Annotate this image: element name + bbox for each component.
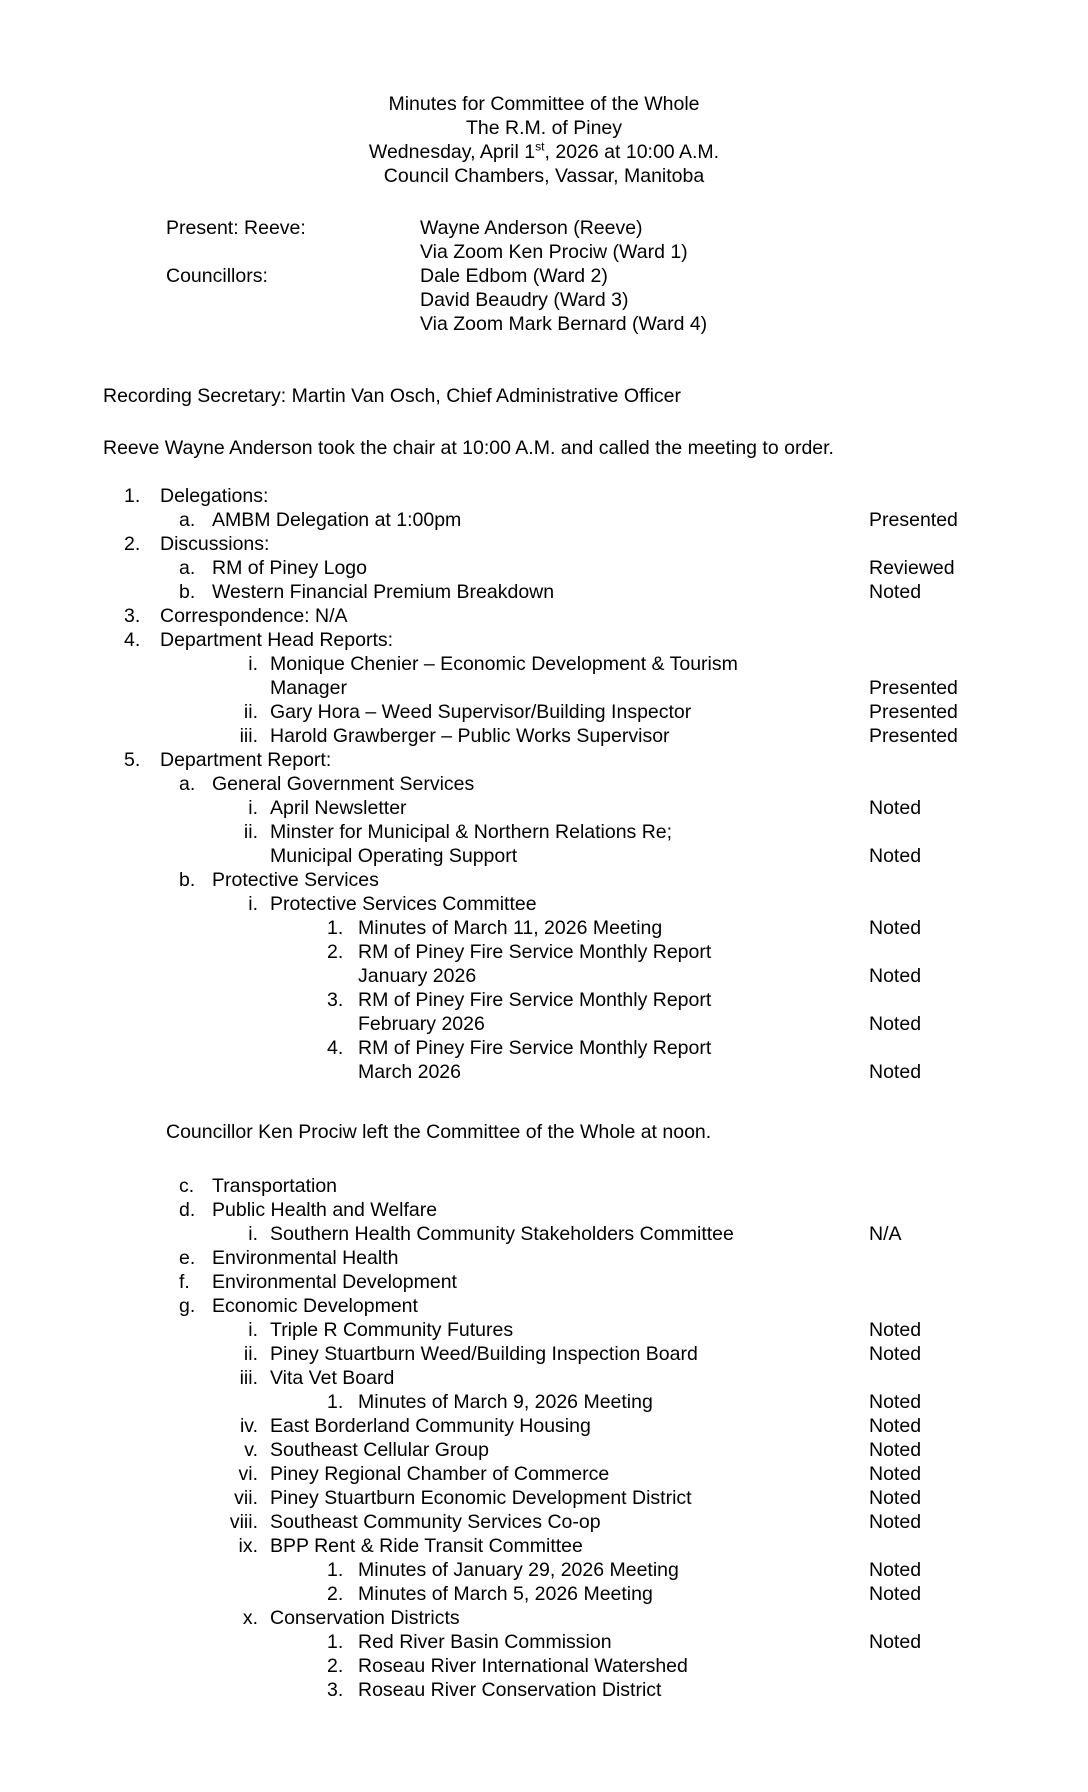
agenda-line xyxy=(0,1390,1088,1414)
list-marker: g. xyxy=(179,1295,196,1317)
header-date-suffix: , 2026 at 10:00 A.M. xyxy=(544,141,720,163)
status-label: Presented xyxy=(869,725,958,747)
agenda-item-text: Protective Services xyxy=(212,869,379,891)
agenda-item-text: RM of Piney Fire Service Monthly Report xyxy=(358,989,712,1011)
list-marker: 2. xyxy=(124,533,141,555)
status-label: Noted xyxy=(869,797,922,819)
agenda-line xyxy=(0,1294,1088,1318)
status-label: Noted xyxy=(869,1319,922,1341)
agenda-item-text: February 2026 xyxy=(358,1013,485,1035)
agenda-line xyxy=(0,556,1088,580)
list-marker: a. xyxy=(179,557,196,579)
list-marker: v. xyxy=(244,1439,258,1461)
list-marker: 1. xyxy=(327,1391,344,1413)
list-marker: 3. xyxy=(327,1679,344,1701)
list-marker: a. xyxy=(179,773,196,795)
attendance-member-name: Via Zoom Mark Bernard (Ward 4) xyxy=(420,313,708,335)
agenda-line xyxy=(0,1462,1088,1486)
header-date-prefix: Wednesday, April 1 xyxy=(368,141,536,163)
attendance-member-name: Via Zoom Ken Prociw (Ward 1) xyxy=(420,241,688,263)
agenda-line xyxy=(0,484,1088,508)
list-marker: x. xyxy=(242,1607,258,1629)
list-marker: iv. xyxy=(239,1415,258,1437)
agenda-line xyxy=(0,604,1088,628)
agenda-item-text: Manager xyxy=(270,677,347,699)
agenda-line xyxy=(0,1174,1088,1198)
list-marker: 2. xyxy=(327,941,344,963)
attendance-role-label: Present: Reeve: xyxy=(166,217,306,239)
status-label: Noted xyxy=(869,1487,922,1509)
status-label: Noted xyxy=(869,1511,922,1533)
agenda-line xyxy=(0,1606,1088,1630)
list-marker: b. xyxy=(179,869,196,891)
document-header xyxy=(0,0,1088,188)
page-title: Minutes for Committee of the Whole xyxy=(388,93,700,115)
agenda-item-text: RM of Piney Fire Service Monthly Report xyxy=(358,941,712,963)
attendance-member-name: David Beaudry (Ward 3) xyxy=(420,289,629,311)
agenda-line xyxy=(0,1270,1088,1294)
status-label: Noted xyxy=(869,845,922,867)
agenda-item-text: Western Financial Premium Breakdown xyxy=(212,581,555,603)
agenda-line xyxy=(0,1222,1088,1246)
agenda-item-text: Minutes of March 9, 2026 Meeting xyxy=(358,1391,653,1413)
agenda-item-text: Minutes of March 5, 2026 Meeting xyxy=(358,1583,653,1605)
list-marker: 1. xyxy=(327,917,344,939)
agenda-line xyxy=(0,988,1088,1012)
status-label: Noted xyxy=(869,1439,922,1461)
list-marker: 1. xyxy=(327,1559,344,1581)
agenda-item-text: Red River Basin Commission xyxy=(358,1631,612,1653)
agenda-line xyxy=(0,1534,1088,1558)
header-organization: The R.M. of Piney xyxy=(465,117,623,139)
status-label: Presented xyxy=(869,701,958,723)
agenda-item-text: March 2026 xyxy=(358,1061,461,1083)
agenda-line xyxy=(0,1510,1088,1534)
status-label: Noted xyxy=(869,1013,922,1035)
list-marker: i. xyxy=(248,1223,258,1245)
agenda-item-text: Minster for Municipal & Northern Relations Re; xyxy=(270,821,673,843)
agenda-line xyxy=(0,1198,1088,1222)
agenda-line xyxy=(0,532,1088,556)
agenda-item-text: BPP Rent & Ride Transit Committee xyxy=(270,1535,583,1557)
list-marker: ii. xyxy=(243,821,258,843)
list-marker: 5. xyxy=(124,749,141,771)
agenda-item-text: Economic Development xyxy=(212,1295,418,1317)
list-marker: i. xyxy=(248,653,258,675)
agenda-item-text: Roseau River International Watershed xyxy=(358,1655,688,1677)
agenda-item-text: Department Report: xyxy=(160,749,332,771)
agenda-line xyxy=(0,1438,1088,1462)
list-marker: f. xyxy=(179,1271,190,1293)
agenda-item-text: AMBM Delegation at 1:00pm xyxy=(212,509,462,531)
list-marker: 1. xyxy=(327,1631,344,1653)
agenda-line xyxy=(0,868,1088,892)
list-marker: 4. xyxy=(124,629,141,651)
agenda-item-text: Discussions: xyxy=(160,533,270,555)
attendance-row xyxy=(0,312,1088,336)
status-label: Reviewed xyxy=(869,557,955,579)
agenda-line xyxy=(0,652,1088,676)
agenda-item-text: Gary Hora – Weed Supervisor/Building Inspector xyxy=(270,701,692,723)
list-marker: i. xyxy=(248,1319,258,1341)
list-marker: ii. xyxy=(243,701,258,723)
councillor-departure-note: Councillor Ken Prociw left the Committee of the Whole at noon. xyxy=(166,1121,712,1143)
agenda-item-text: General Government Services xyxy=(212,773,475,795)
list-marker: ii. xyxy=(243,1343,258,1365)
agenda-line xyxy=(0,508,1088,532)
list-marker: 2. xyxy=(327,1583,344,1605)
agenda-item-text: Environmental Health xyxy=(212,1247,399,1269)
agenda-item-text: Roseau River Conservation District xyxy=(358,1679,662,1701)
agenda-item-text: Minutes of January 29, 2026 Meeting xyxy=(358,1559,679,1581)
agenda-line xyxy=(0,940,1088,964)
status-label: Noted xyxy=(869,1061,922,1083)
status-label: Noted xyxy=(869,917,922,939)
agenda-line xyxy=(0,1366,1088,1390)
list-marker: vi. xyxy=(238,1463,258,1485)
agenda-line xyxy=(0,724,1088,748)
agenda-item-text: April Newsletter xyxy=(270,797,407,819)
list-marker: ix. xyxy=(238,1535,258,1557)
agenda-line xyxy=(0,1318,1088,1342)
list-marker: e. xyxy=(179,1247,196,1269)
agenda-item-text: Department Head Reports: xyxy=(160,629,394,651)
list-marker: a. xyxy=(179,509,196,531)
list-marker: 3. xyxy=(327,989,344,1011)
attendance-role-label: Councillors: xyxy=(166,265,268,287)
call-to-order-line: Reeve Wayne Anderson took the chair at 10:00 A.M. and called the meeting to order. xyxy=(103,437,834,459)
header-location: Council Chambers, Vassar, Manitoba xyxy=(383,165,705,187)
header-date-ordinal: st xyxy=(535,139,545,154)
recording-secretary-line: Recording Secretary: Martin Van Osch, Chief Administrative Officer xyxy=(103,385,682,407)
list-marker: 2. xyxy=(327,1655,344,1677)
agenda-line xyxy=(0,1060,1088,1084)
agenda-item-text: Protective Services Committee xyxy=(270,893,537,915)
agenda-item-text: Southeast Community Services Co-op xyxy=(270,1511,601,1533)
agenda-line xyxy=(0,1678,1088,1702)
agenda-line xyxy=(0,1582,1088,1606)
agenda-item-text: Piney Stuartburn Economic Development District xyxy=(270,1487,692,1509)
attendance-row xyxy=(0,240,1088,264)
agenda-line xyxy=(0,772,1088,796)
agenda-block-1 xyxy=(0,484,1088,1084)
agenda-item-text: Environmental Development xyxy=(212,1271,457,1293)
agenda-line xyxy=(0,1558,1088,1582)
status-label: Noted xyxy=(869,1559,922,1581)
list-marker: c. xyxy=(179,1175,195,1197)
agenda-line xyxy=(0,700,1088,724)
attendance-member-name: Wayne Anderson (Reeve) xyxy=(420,217,643,239)
agenda-line xyxy=(0,1414,1088,1438)
status-label: Noted xyxy=(869,1415,922,1437)
header-datetime xyxy=(0,140,1088,164)
agenda-line xyxy=(0,1630,1088,1654)
status-label: Noted xyxy=(869,1343,922,1365)
agenda-item-text: Public Health and Welfare xyxy=(212,1199,438,1221)
list-marker: 1. xyxy=(124,485,141,507)
status-label: Noted xyxy=(869,581,922,603)
agenda-line xyxy=(0,628,1088,652)
attendance-row xyxy=(0,216,1088,240)
agenda-line xyxy=(0,1342,1088,1366)
agenda-line xyxy=(0,580,1088,604)
list-marker: vii. xyxy=(234,1487,258,1509)
agenda-item-text: Monique Chenier – Economic Development & Tourism xyxy=(270,653,738,675)
agenda-line xyxy=(0,1654,1088,1678)
status-label: Noted xyxy=(869,1631,922,1653)
attendance-row xyxy=(0,264,1088,288)
agenda-item-text: January 2026 xyxy=(358,965,477,987)
agenda-block-2 xyxy=(0,1174,1088,1702)
agenda-line xyxy=(0,820,1088,844)
status-label: Presented xyxy=(869,677,958,699)
agenda-item-text: Minutes of March 11, 2026 Meeting xyxy=(358,917,663,939)
attendance-member-name: Dale Edbom (Ward 2) xyxy=(420,265,608,287)
agenda-line xyxy=(0,892,1088,916)
agenda-item-text: Triple R Community Futures xyxy=(270,1319,514,1341)
agenda-item-text: Piney Regional Chamber of Commerce xyxy=(270,1463,610,1485)
status-label: Noted xyxy=(869,1583,922,1605)
status-label: Presented xyxy=(869,509,958,531)
agenda-line xyxy=(0,796,1088,820)
agenda-item-text: Southeast Cellular Group xyxy=(270,1439,489,1461)
agenda-line xyxy=(0,748,1088,772)
list-marker: iii. xyxy=(239,725,258,747)
agenda-item-text: RM of Piney Logo xyxy=(212,557,368,579)
list-marker: 3. xyxy=(124,605,141,627)
status-label: Noted xyxy=(869,1463,922,1485)
agenda-line xyxy=(0,676,1088,700)
agenda-item-text: Harold Grawberger – Public Works Supervisor xyxy=(270,725,670,747)
list-marker: i. xyxy=(248,797,258,819)
list-marker: b. xyxy=(179,581,196,603)
agenda-item-text: Delegations: xyxy=(160,485,269,507)
agenda-item-text: Correspondence: N/A xyxy=(160,605,348,627)
attendance-row xyxy=(0,288,1088,312)
status-label: Noted xyxy=(869,965,922,987)
agenda-item-text: Piney Stuartburn Weed/Building Inspection Board xyxy=(270,1343,698,1365)
list-marker: 4. xyxy=(327,1037,344,1059)
list-marker: i. xyxy=(248,893,258,915)
agenda-item-text: Conservation Districts xyxy=(270,1607,460,1629)
agenda-item-text: East Borderland Community Housing xyxy=(270,1415,591,1437)
agenda-item-text: Vita Vet Board xyxy=(270,1367,395,1389)
agenda-line xyxy=(0,916,1088,940)
status-label: Noted xyxy=(869,1391,922,1413)
agenda-item-text: Southern Health Community Stakeholders Committee xyxy=(270,1223,734,1245)
agenda-item-text: Municipal Operating Support xyxy=(270,845,518,867)
list-marker: viii. xyxy=(229,1511,258,1533)
agenda-line xyxy=(0,1246,1088,1270)
agenda-line xyxy=(0,844,1088,868)
list-marker: iii. xyxy=(239,1367,258,1389)
agenda-item-text: RM of Piney Fire Service Monthly Report xyxy=(358,1037,712,1059)
list-marker: d. xyxy=(179,1199,196,1221)
agenda-line xyxy=(0,1036,1088,1060)
agenda-line xyxy=(0,1486,1088,1510)
attendance-block xyxy=(0,216,1088,336)
status-label: N/A xyxy=(869,1223,902,1245)
agenda-line xyxy=(0,964,1088,988)
agenda-line xyxy=(0,1012,1088,1036)
agenda-item-text: Transportation xyxy=(212,1175,338,1197)
